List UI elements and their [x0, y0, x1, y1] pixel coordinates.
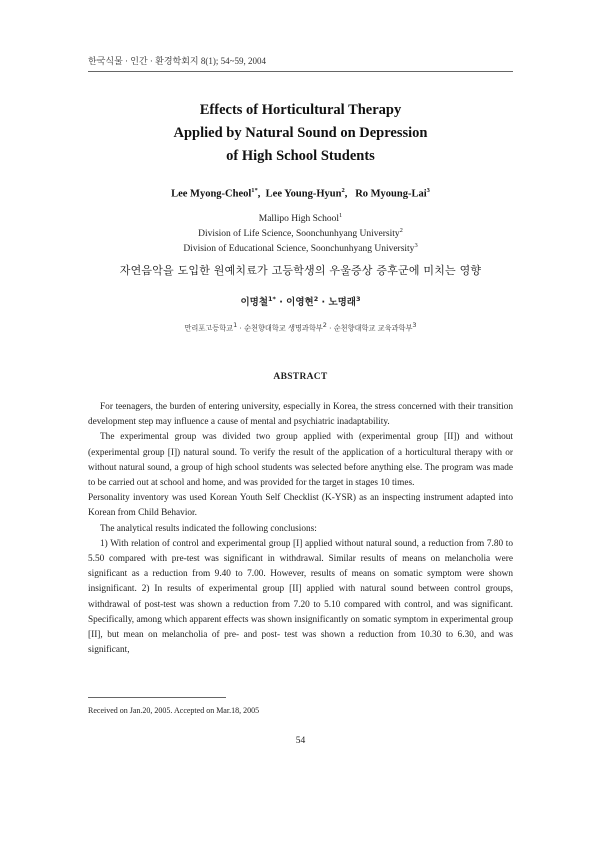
korean-author-list: 이명철$^{1*}$ · 이영현$^2$ · 노명래$^3$ — [240, 294, 361, 308]
title-line-2: Applied by Natural Sound on Depression — [173, 125, 428, 141]
author-name: Ro Myoung-Lai — [355, 188, 427, 200]
korean-affiliation: 순천향대학교 교육과학부 — [333, 323, 413, 333]
abstract-paragraph: Personality inventory was used Korean Youth Self Checklist (K-YSR) as an inspecting instrument adapted into Korean from Child Behavior. — [88, 493, 513, 519]
korean-author-name: 노명래 — [328, 297, 356, 308]
author-mark: 1* — [251, 187, 258, 194]
korean-author-name: 이명철 — [240, 297, 268, 308]
korean-title: 자연음악을 도입한 원예치료가 고등학생의 우울증상 증후군에 미치는 영향 — [119, 264, 482, 277]
received-footnote: Received on Jan.20, 2005. Accepted on Mar.18, 2005 — [88, 706, 260, 715]
title-line-1: Effects of Horticultural Therapy — [199, 102, 402, 118]
author-list: Lee Myong-Cheol$^{1*}$, Lee Young-Hyun$^2$, Ro Myoung-Lai$^3$ — [171, 187, 430, 200]
page-number: 54 — [295, 736, 306, 746]
affiliation: Division of Educational Science, Soonchunhyang University$^3$ — [183, 242, 418, 255]
paper-title — [88, 99, 513, 168]
author-mark: 3 — [426, 187, 430, 194]
affiliation: Mallipo High School$^1$ — [258, 212, 343, 225]
running-head: 한국식물 · 인간 · 환경학회지 8(1); 54~59, 2004 — [88, 56, 266, 66]
affiliation: Division of Life Science, Soonchunhyang University$^2$ — [198, 227, 403, 240]
author-mark: 2 — [341, 187, 345, 194]
abstract-paragraph: 1) With relation of control and experimental group [I] applied without natural sound, a reduction from 7.80 to 5.50 compared with pre-test was significant in withdrawal. Similar results of means on melancholia were significant as a reduction from 9.40 to 7.00. However, results of means on somatic symptom were shown insignificant. 2) In results of experimental group [II] applied with natural sound between control groups, withdrawal of post-test was shown a reduction from 7.20 to 5.10 compared with control, and was significant. Specifically, among which apparent effects was shown insignificantly on somatic symptom in experimental group [II], but mean on melancholia of pre- and post- test was shown a reduction from 10.30 to 6.30, and was significant, — [88, 538, 513, 656]
abstract-body — [88, 400, 513, 658]
author-name: Lee Myong-Cheol — [171, 188, 252, 200]
korean-affiliation: 순천향대학교 생명과학부 — [244, 323, 323, 333]
abstract-paragraph: For teenagers, the burden of entering university, especially in Korea, the stress concerned with their transition development step may influence a cause of mental and psychiatric inadaptability. — [88, 402, 513, 428]
title-line-3: of High School Students — [226, 148, 375, 164]
footnote-rule — [88, 697, 226, 698]
korean-author-name: 이영현 — [286, 297, 314, 308]
korean-affiliation-list: 만리포고등학교$^1$ · 순천향대학교 생명과학부$^2$ · 순천향대학교 교육과학부$^3$ — [184, 321, 417, 333]
korean-affiliation: 만리포고등학교 — [184, 323, 234, 333]
header-rule — [88, 71, 513, 72]
abstract-paragraph: The analytical results indicated the following conclusions: — [100, 523, 317, 534]
abstract-paragraph: The experimental group was divided two group applied with (experimental group [II]) and without (experimental group [I]) natural sound. To verify the result of the application of a horticultural therapy with or without natural sound, a group of high school students was selected before anything else. The program was made to be carried out at school and home, and was provided for the target in stages 10 times. — [88, 432, 513, 489]
abstract-heading: ABSTRACT — [273, 372, 328, 382]
affiliation-list — [88, 210, 513, 255]
author-name: Lee Young-Hyun — [265, 188, 342, 200]
